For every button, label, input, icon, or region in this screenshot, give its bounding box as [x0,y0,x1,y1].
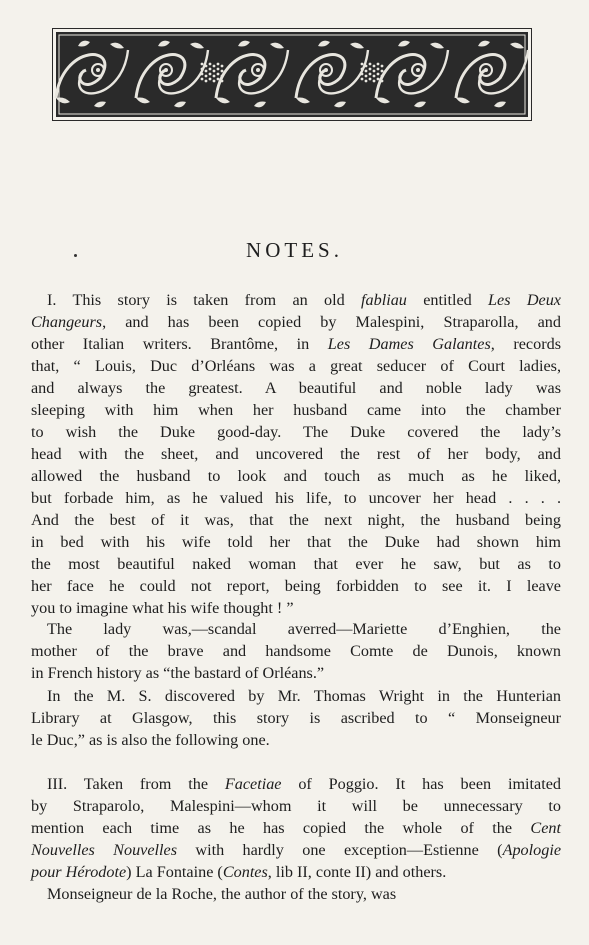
text-line [31,839,561,861]
text-run: mother of the brave and handsome Comte de Dunois, known [31,642,561,660]
text-run: le Duc,” as is also the following one. [31,731,270,749]
text-line [31,795,561,817]
text-run: the most beautiful naked woman that ever he saw, but as to [31,555,561,573]
text-run: in French history as “the bastard of Orléans.” [31,664,325,682]
text-run: sleeping with him when her husband came into the chamber [31,401,561,419]
text-line [31,707,561,729]
text-line [31,553,561,575]
text-line [31,640,561,662]
text-run: The lady was,—scandal averred—Mariette d’Enghien, the [47,620,561,638]
text-line [31,531,561,553]
text-run: mention each time as he has copied the whole of the [31,819,531,837]
italic-run: Contes [222,863,268,881]
text-line [31,487,561,509]
text-run: And the best of it was, that the next night, the husband being [31,511,561,529]
text-run: you to imagine what his wife thought ! ” [31,599,294,617]
text-run: her face he could not report, being forbidden to see it. I leave [31,577,561,595]
text-run: but forbade him, as he valued his life, to uncover her head . . . . [31,489,561,507]
paragraph [31,289,561,619]
text-line [31,355,561,377]
text-line [31,861,561,883]
italic-run: Facetiae [224,775,282,793]
text-run: and always the greatest. A beautiful and noble lady was [31,379,561,397]
italic-run: Nouvelles Nouvelles [31,841,178,859]
text-line [31,421,561,443]
text-line [31,575,561,597]
text-run: In the M. S. discovered by Mr. Thomas Wright in the Hunterian [47,687,561,705]
text-line [31,618,561,640]
italic-run: fabliau [361,291,407,309]
italic-run: Cent [530,819,561,837]
page-title: NOTES. [246,238,343,262]
italic-run: Les Deux [488,291,561,309]
italic-run: Les Dames Galantes, [327,335,495,353]
text-line [31,729,561,751]
text-run: other Italian writers. Brantôme, in [31,335,328,353]
text-run: ) La Fontaine ( [126,863,223,881]
text-run: to wish the Duke good-day. The Duke covered the lady’s [31,423,561,441]
text-run: , lib II, conte II) and others. [267,863,447,881]
paragraph [31,618,561,684]
text-line [31,883,561,905]
italic-run: pour Hérodote [31,863,127,881]
text-run: of Poggio. It has been imitated [281,775,562,793]
text-line [31,597,561,619]
text-line [31,333,561,355]
text-run: Library at Glasgow, this story is ascribed to “ Monseigneur [31,709,561,727]
text-run: I. This story is taken from an old [47,291,362,309]
ornamental-headpiece [52,28,532,121]
italic-run: Changeurs [31,313,103,331]
text-run: allowed the husband to look and touch as much as he liked, [31,467,561,485]
paragraph [31,685,561,751]
text-run: Monseigneur de la Roche, the author of the story, was [47,885,397,903]
text-run: entitled [406,291,489,309]
text-run: records [494,335,561,353]
text-line [31,443,561,465]
paragraph [31,773,561,883]
text-run: III. Taken from the [47,775,225,793]
text-line [31,377,561,399]
text-line [31,662,561,684]
text-line [31,311,561,333]
text-run: head with the sheet, and uncovered the rest of her body, and [31,445,561,463]
text-run: with hardly one exception—Estienne ( [177,841,503,859]
text-run: that, “ Louis, Duc d’Orléans was a great seducer of Court ladies, [31,357,561,375]
paragraph [31,883,561,905]
text-line [31,817,561,839]
text-line [31,289,561,311]
text-run: , and has been copied by Malespini, Straparolla, and [102,313,561,331]
text-line [31,685,561,707]
text-line [31,399,561,421]
text-run: by Straparolo, Malespini—whom it will be unnecessary to [31,797,561,815]
text-line [31,509,561,531]
text-line [31,465,561,487]
italic-run: Apologie [502,841,562,859]
text-run: in bed with his wife told her that the Duke had shown him [31,533,561,551]
text-line [31,773,561,795]
